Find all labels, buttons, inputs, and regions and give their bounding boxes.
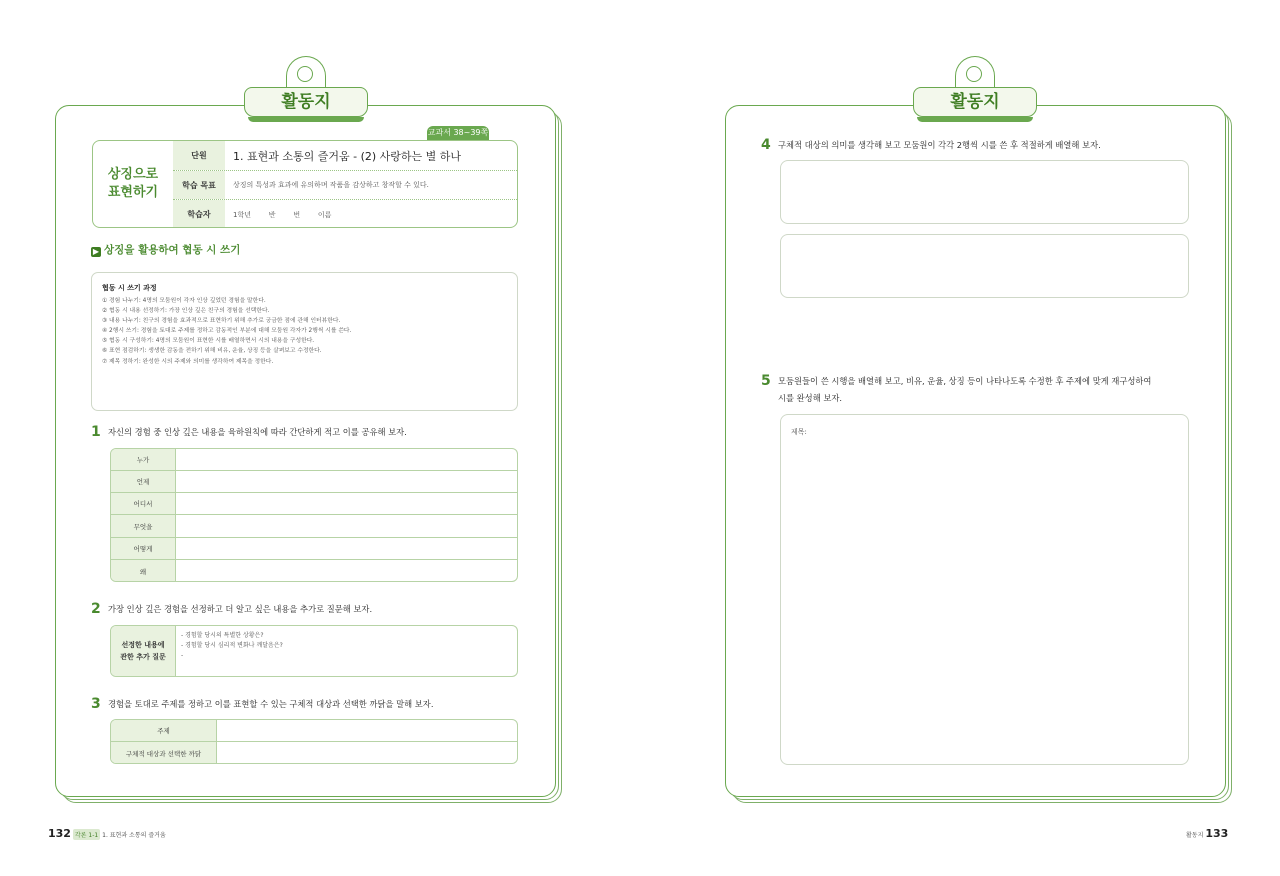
question-line: - 경험할 당시 심리적 변화나 깨달음은?	[181, 642, 283, 649]
row-label: 구체적 대상과 선택한 까닭	[111, 742, 217, 764]
info-row-learner	[173, 200, 517, 228]
page-footer-right	[1186, 827, 1228, 840]
section-title-text: 상징을 활용하여 협동 시 쓰기	[104, 244, 241, 256]
footer-text: 활동지	[1186, 832, 1204, 839]
info-key: 단원	[173, 141, 225, 170]
table-row	[111, 449, 517, 471]
question-number: 3	[91, 696, 101, 712]
clip-title: 활동지	[913, 87, 1037, 117]
table-row	[111, 515, 517, 538]
table-row	[111, 538, 517, 560]
question-number: 4	[761, 137, 771, 153]
process-step: ② 협동 시 내용 선정하기: 가장 인상 깊은 친구의 경험을 선택한다.	[102, 308, 270, 315]
process-title: 협동 시 쓰기 과정	[102, 284, 157, 292]
info-key: 학습자	[173, 200, 225, 228]
poem-answer-box[interactable]	[780, 414, 1189, 765]
table-row	[111, 493, 517, 515]
question-number: 1	[91, 424, 101, 440]
process-step: ① 경험 나누기: 4명의 모둠원이 각자 인상 깊었던 경험을 말한다.	[102, 298, 266, 304]
clip-hole-icon	[966, 66, 982, 82]
info-value-learner: 1학년 반 번 이름	[233, 210, 332, 219]
process-step: ④ 2행시 쓰기: 경험을 토대로 주제를 정하고 감동적인 부분에 대해 모둠원 각자가 2행씩 시를 쓴다.	[102, 328, 352, 335]
answer-cell[interactable]	[176, 538, 517, 559]
question-text: 가장 인상 깊은 경험을 선정하고 더 알고 싶은 내용을 추가로 질문해 보자.	[108, 604, 373, 614]
extra-question-lines[interactable]	[181, 631, 283, 661]
process-step: ⑤ 협동 시 구성하기: 4명의 모둠원이 표현한 시를 배열하면서 시의 내용을 구성한다.	[102, 338, 315, 345]
page-number: 132	[48, 827, 71, 840]
process-box	[91, 272, 518, 411]
info-key: 학습 목표	[173, 171, 225, 199]
row-label: 주제	[111, 720, 217, 741]
question-text: 모둠원들이 쓴 시행을 배열해 보고, 비유, 운율, 상징 등이 나타나도록 수정한 후 주제에 맞게 재구성하여	[778, 376, 1152, 386]
process-step: ③ 내용 나누기: 친구의 경험을 효과적으로 표현하기 위해 추가로 궁금한 점에 관해 인터뷰한다.	[102, 318, 341, 325]
section-title	[91, 242, 240, 257]
clip-title: 활동지	[244, 87, 368, 117]
question-number: 5	[761, 373, 771, 389]
table-row	[111, 560, 517, 582]
lesson-title: 상징으로 표현하기	[107, 167, 159, 200]
answer-box-2[interactable]	[780, 234, 1189, 298]
table-row	[111, 720, 517, 742]
info-value-goal: 상징의 특성과 효과에 유의하며 작품을 감상하고 창작할 수 있다.	[233, 181, 429, 189]
info-row-goal	[173, 171, 517, 200]
answer-cell[interactable]	[176, 471, 517, 492]
question-text: 구체적 대상의 의미를 생각해 보고 모둠원이 각각 2행씩 시를 쓴 후 적절하게 배열해 보자.	[778, 140, 1101, 150]
question-text: 경험을 토대로 주제를 정하고 이를 표현할 수 있는 구체적 대상과 선택한 까닭을 말해 보자.	[108, 699, 434, 709]
process-step: ⑦ 제목 정하기: 완성한 시의 주제와 의미를 생각하여 제목을 정한다.	[102, 358, 274, 365]
clip-hole-icon	[297, 66, 313, 82]
question-text: 자신의 경험 중 인상 깊은 내용을 육하원칙에 따라 간단하게 적고 이를 공유해 보자.	[108, 427, 407, 437]
answer-cell[interactable]	[217, 742, 517, 764]
textbook-tag: 교과서 38~39쪽	[427, 126, 489, 140]
theme-table	[110, 719, 518, 764]
who-what-table	[110, 448, 518, 582]
table-row	[111, 471, 517, 493]
answer-cell[interactable]	[176, 449, 517, 470]
row-label: 무엇을	[111, 515, 176, 537]
question-number: 2	[91, 601, 101, 617]
play-icon: ▶	[92, 247, 100, 256]
table-row	[111, 742, 517, 764]
row-label: 누가	[111, 449, 176, 470]
answer-cell[interactable]	[176, 515, 517, 537]
extra-question-label-text: 선정한 내용에 관한 추가 질문	[120, 641, 166, 661]
question-text-continued: 시를 완성해 보자.	[778, 393, 843, 403]
answer-cell[interactable]	[176, 493, 517, 514]
footer-text: 1. 표현과 소통의 즐거움	[102, 832, 166, 839]
unit-chip: 각론 1-1	[73, 829, 100, 840]
title-label: 제목:	[791, 428, 807, 436]
question-line: -	[181, 652, 184, 659]
extra-question-box	[110, 625, 518, 677]
row-label: 어떻게	[111, 538, 176, 559]
page-footer-left	[48, 827, 166, 840]
row-label: 언제	[111, 471, 176, 492]
question-line: - 경험할 당시의 특별한 상황은?	[181, 632, 264, 639]
answer-box-1[interactable]	[780, 160, 1189, 224]
lesson-info-table	[92, 140, 518, 228]
extra-question-label	[111, 626, 176, 676]
answer-cell[interactable]	[176, 560, 517, 582]
info-value-unit: 1. 표현과 소통의 즐거움 - (2) 사랑하는 별 하나	[233, 149, 462, 163]
info-row-unit	[173, 141, 517, 171]
row-label: 왜	[111, 560, 176, 582]
row-label: 어디서	[111, 493, 176, 514]
process-step: ⑥ 표현 점검하기: 생생한 감동을 전하기 위해 비유, 운율, 상징 등을 살펴보고 수정한다.	[102, 348, 322, 355]
answer-cell[interactable]	[217, 720, 517, 741]
page-number: 133	[1205, 827, 1229, 840]
